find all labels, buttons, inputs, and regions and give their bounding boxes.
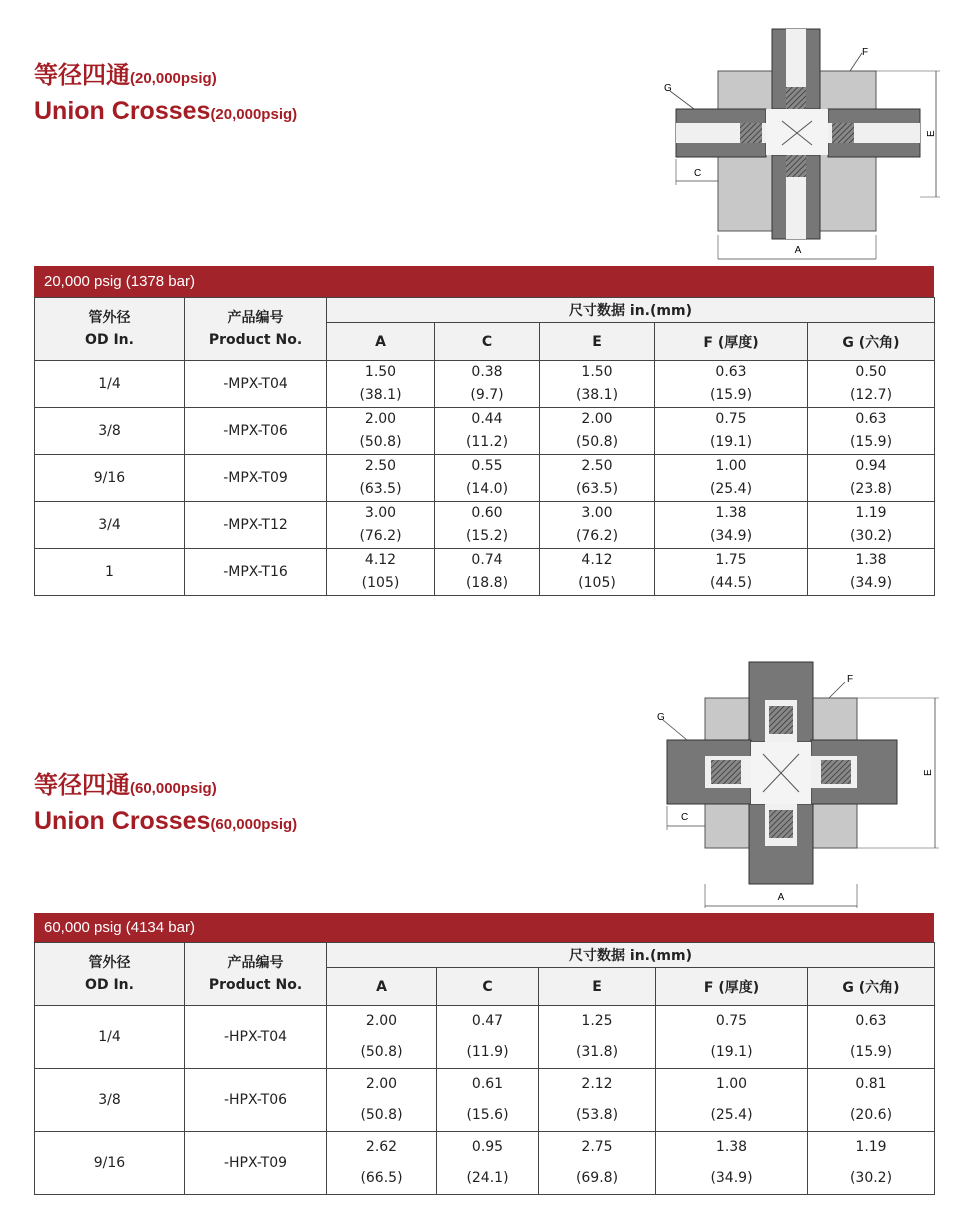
cell-f	[655, 502, 808, 549]
cell-od: 3/8	[35, 1069, 185, 1132]
section1-title-en	[34, 97, 297, 126]
cell-c	[435, 361, 540, 408]
cell-f-mm: (19.1)	[710, 1044, 753, 1060]
cell-c-in: 0.95	[471, 1139, 504, 1155]
label-f: F	[862, 47, 869, 58]
cell-e-mm: (31.8)	[575, 1044, 619, 1060]
cell-g-mm: (15.9)	[849, 434, 893, 450]
section2-title-en-text: Union Crosses	[34, 807, 211, 835]
cell-c-mm: (15.2)	[465, 528, 509, 544]
cell-g-mm: (20.6)	[849, 1107, 893, 1123]
cell-f-mm: (34.9)	[710, 1170, 753, 1186]
label-c: C	[694, 168, 702, 179]
cell-c	[437, 1132, 539, 1195]
cell-e-in: 3.00	[581, 505, 613, 521]
cell-a-in: 4.12	[364, 552, 397, 568]
cell-product-no: -MPX-T06	[185, 408, 327, 455]
cell-a-mm: (50.8)	[360, 1044, 403, 1060]
cell-c-in: 0.55	[471, 458, 503, 474]
cell-e-mm: (50.8)	[575, 434, 619, 450]
cell-c-mm: (14.0)	[465, 481, 509, 497]
cell-f-mm: (25.4)	[710, 1107, 753, 1123]
cell-c	[435, 455, 540, 502]
table-row	[35, 1132, 935, 1195]
cell-e-mm: (53.8)	[575, 1107, 619, 1123]
cell-a-in: 2.50	[364, 458, 397, 474]
cell-f-in: 1.38	[715, 505, 747, 521]
cell-product-no: -MPX-T09	[185, 455, 327, 502]
cell-c	[437, 1006, 539, 1069]
section1-table-header: 20,000 psig (1378 bar)	[34, 266, 934, 297]
cell-c-mm: (18.8)	[465, 575, 509, 591]
label-a: A	[794, 245, 802, 256]
cell-g	[808, 1006, 935, 1069]
cell-f	[656, 1069, 808, 1132]
label-f: F	[847, 674, 854, 685]
cell-e-mm: (63.5)	[575, 481, 619, 497]
section1-title-en-text: Union Crosses	[34, 97, 211, 125]
cell-e-in: 1.50	[581, 364, 613, 380]
cell-f-in: 0.75	[715, 411, 747, 427]
cell-od: 9/16	[35, 455, 185, 502]
cell-a-mm: (38.1)	[359, 387, 402, 403]
cell-e	[540, 361, 655, 408]
cell-e	[539, 1069, 656, 1132]
cell-e-in: 1.25	[581, 1013, 613, 1029]
cell-od: 9/16	[35, 1132, 185, 1195]
cell-od: 1	[35, 549, 185, 596]
section1-spec-table	[34, 297, 935, 596]
cell-f	[655, 455, 808, 502]
col-c: C	[435, 323, 540, 361]
section1-title-en-sub: (20,000psig)	[210, 106, 298, 123]
cell-a	[327, 1069, 437, 1132]
cell-c	[435, 549, 540, 596]
cell-f-mm: (19.1)	[709, 434, 753, 450]
cell-e-in: 2.00	[581, 411, 613, 427]
label-e: E	[923, 769, 934, 776]
col-g: G (六角)	[808, 323, 935, 361]
table-row	[35, 549, 935, 596]
section2-title-en	[34, 807, 297, 836]
cell-f	[655, 549, 808, 596]
section2-spec-table	[34, 942, 935, 1195]
cell-e-in: 2.75	[581, 1139, 613, 1155]
cell-g-mm: (30.2)	[849, 528, 893, 544]
cell-f-in: 1.38	[715, 1139, 748, 1155]
cell-c-in: 0.74	[471, 552, 503, 568]
cell-e-mm: (76.2)	[575, 528, 619, 544]
cell-g	[808, 455, 935, 502]
label-g: G	[664, 83, 672, 94]
cell-a	[327, 1132, 437, 1195]
cell-c-mm: (11.9)	[466, 1044, 509, 1060]
col-dims: 尺寸数据 in.(mm)	[327, 943, 935, 968]
cell-g-in: 0.50	[855, 364, 887, 380]
cell-f-in: 0.63	[715, 364, 747, 380]
section2-title-cn-text: 等径四通	[34, 771, 130, 799]
col-a: A	[327, 323, 435, 361]
cell-od: 1/4	[35, 1006, 185, 1069]
cell-od: 3/8	[35, 408, 185, 455]
table-row	[35, 502, 935, 549]
cell-c-in: 0.44	[471, 411, 503, 427]
cell-a-mm: (63.5)	[359, 481, 402, 497]
cell-c	[435, 502, 540, 549]
cell-g	[808, 502, 935, 549]
cell-g-in: 0.94	[855, 458, 887, 474]
cell-od: 3/4	[35, 502, 185, 549]
cell-e	[539, 1132, 656, 1195]
cell-a	[327, 361, 435, 408]
cell-c-mm: (9.7)	[470, 387, 504, 403]
cell-product-no: -MPX-T04	[185, 361, 327, 408]
cell-g	[808, 361, 935, 408]
col-od: 管外径 OD In.	[35, 298, 185, 361]
cell-g-mm: (30.2)	[849, 1170, 893, 1186]
cell-product-no: -HPX-T09	[185, 1132, 327, 1195]
cell-e-mm: (69.8)	[575, 1170, 619, 1186]
section1-title-cn-sub: (20,000psig)	[130, 70, 217, 87]
cell-f-mm: (15.9)	[709, 387, 753, 403]
table-row	[35, 455, 935, 502]
cell-product-no: -HPX-T04	[185, 1006, 327, 1069]
cell-a-mm: (50.8)	[359, 434, 402, 450]
cell-c-in: 0.38	[471, 364, 503, 380]
cell-g-in: 1.38	[855, 552, 887, 568]
section2-title-en-sub: (60,000psig)	[210, 816, 298, 833]
cell-f-mm: (25.4)	[709, 481, 753, 497]
cell-g-mm: (15.9)	[849, 1044, 893, 1060]
cell-a	[327, 549, 435, 596]
cell-a-mm: (105)	[361, 575, 400, 591]
cell-f-mm: (44.5)	[709, 575, 753, 591]
cell-product-no: -MPX-T16	[185, 549, 327, 596]
cell-a-in: 1.50	[364, 364, 397, 380]
cell-g	[808, 1132, 935, 1195]
table-row	[35, 361, 935, 408]
cell-g-in: 0.63	[855, 411, 887, 427]
cell-c-mm: (24.1)	[466, 1170, 509, 1186]
cell-g-in: 1.19	[855, 1139, 887, 1155]
cell-g-in: 0.81	[855, 1076, 887, 1092]
cell-e-mm: (38.1)	[575, 387, 619, 403]
cell-a-in: 2.00	[364, 411, 397, 427]
cell-product-no: -HPX-T06	[185, 1069, 327, 1132]
cell-a-mm: (50.8)	[360, 1107, 403, 1123]
cell-g-in: 0.63	[855, 1013, 887, 1029]
col-od: 管外径 OD In.	[35, 943, 185, 1006]
cell-c-in: 0.47	[471, 1013, 504, 1029]
section1-title-cn-text: 等径四通	[34, 61, 130, 89]
col-f: F (厚度)	[655, 323, 808, 361]
union-cross-diagram-20k	[650, 25, 950, 260]
col-e: E	[540, 323, 655, 361]
col-f: F (厚度)	[656, 968, 808, 1006]
cell-e	[540, 455, 655, 502]
cell-g-in: 1.19	[855, 505, 887, 521]
section2-table	[34, 913, 934, 1195]
cell-e	[540, 502, 655, 549]
cell-f	[656, 1006, 808, 1069]
cell-a-in: 2.00	[365, 1076, 398, 1092]
cell-a-mm: (66.5)	[360, 1170, 403, 1186]
cell-e-in: 2.50	[581, 458, 613, 474]
cell-product-no: -MPX-T12	[185, 502, 327, 549]
section1-table	[34, 266, 934, 596]
cell-c-mm: (15.6)	[466, 1107, 509, 1123]
cell-f	[656, 1132, 808, 1195]
cell-c-in: 0.60	[471, 505, 503, 521]
cell-f-in: 0.75	[715, 1013, 748, 1029]
label-c: C	[681, 812, 689, 823]
cell-f-in: 1.00	[715, 1076, 748, 1092]
cell-e-mm: (105)	[578, 575, 616, 591]
cell-f-in: 1.75	[715, 552, 747, 568]
cell-g	[808, 549, 935, 596]
col-c: C	[437, 968, 539, 1006]
cell-c	[435, 408, 540, 455]
cell-e-in: 2.12	[581, 1076, 613, 1092]
section2-title-cn	[34, 765, 217, 800]
label-g: G	[657, 712, 665, 723]
col-product-no: 产品编号 Product No.	[185, 298, 327, 361]
cell-a-in: 2.62	[365, 1139, 398, 1155]
col-g: G (六角)	[808, 968, 935, 1006]
section2-title-cn-sub: (60,000psig)	[130, 780, 217, 797]
cell-f-in: 1.00	[715, 458, 747, 474]
cell-a	[327, 455, 435, 502]
cell-e-in: 4.12	[581, 552, 613, 568]
cell-c-mm: (11.2)	[465, 434, 509, 450]
section2-table-header: 60,000 psig (4134 bar)	[34, 913, 934, 942]
cell-e	[539, 1006, 656, 1069]
col-a: A	[327, 968, 437, 1006]
section1-title-cn	[34, 55, 217, 90]
cell-a	[327, 1006, 437, 1069]
label-a: A	[777, 892, 785, 903]
cell-f	[655, 408, 808, 455]
col-e: E	[539, 968, 656, 1006]
cell-g-mm: (12.7)	[849, 387, 893, 403]
cell-f-mm: (34.9)	[709, 528, 753, 544]
cell-a	[327, 408, 435, 455]
cell-c-in: 0.61	[471, 1076, 504, 1092]
cell-g-mm: (23.8)	[849, 481, 893, 497]
cell-g	[808, 408, 935, 455]
cell-a-mm: (76.2)	[359, 528, 402, 544]
cell-a-in: 2.00	[365, 1013, 398, 1029]
table-row	[35, 1006, 935, 1069]
table-row	[35, 1069, 935, 1132]
cell-e	[540, 408, 655, 455]
label-e: E	[926, 130, 937, 137]
cell-c	[437, 1069, 539, 1132]
union-cross-diagram-60k	[645, 658, 950, 910]
cell-a-in: 3.00	[364, 505, 397, 521]
col-product-no: 产品编号 Product No.	[185, 943, 327, 1006]
cell-od: 1/4	[35, 361, 185, 408]
cell-g	[808, 1069, 935, 1132]
cell-e	[540, 549, 655, 596]
table-row	[35, 408, 935, 455]
cell-a	[327, 502, 435, 549]
col-dims: 尺寸数据 in.(mm)	[327, 298, 935, 323]
cell-g-mm: (34.9)	[849, 575, 893, 591]
cell-f	[655, 361, 808, 408]
